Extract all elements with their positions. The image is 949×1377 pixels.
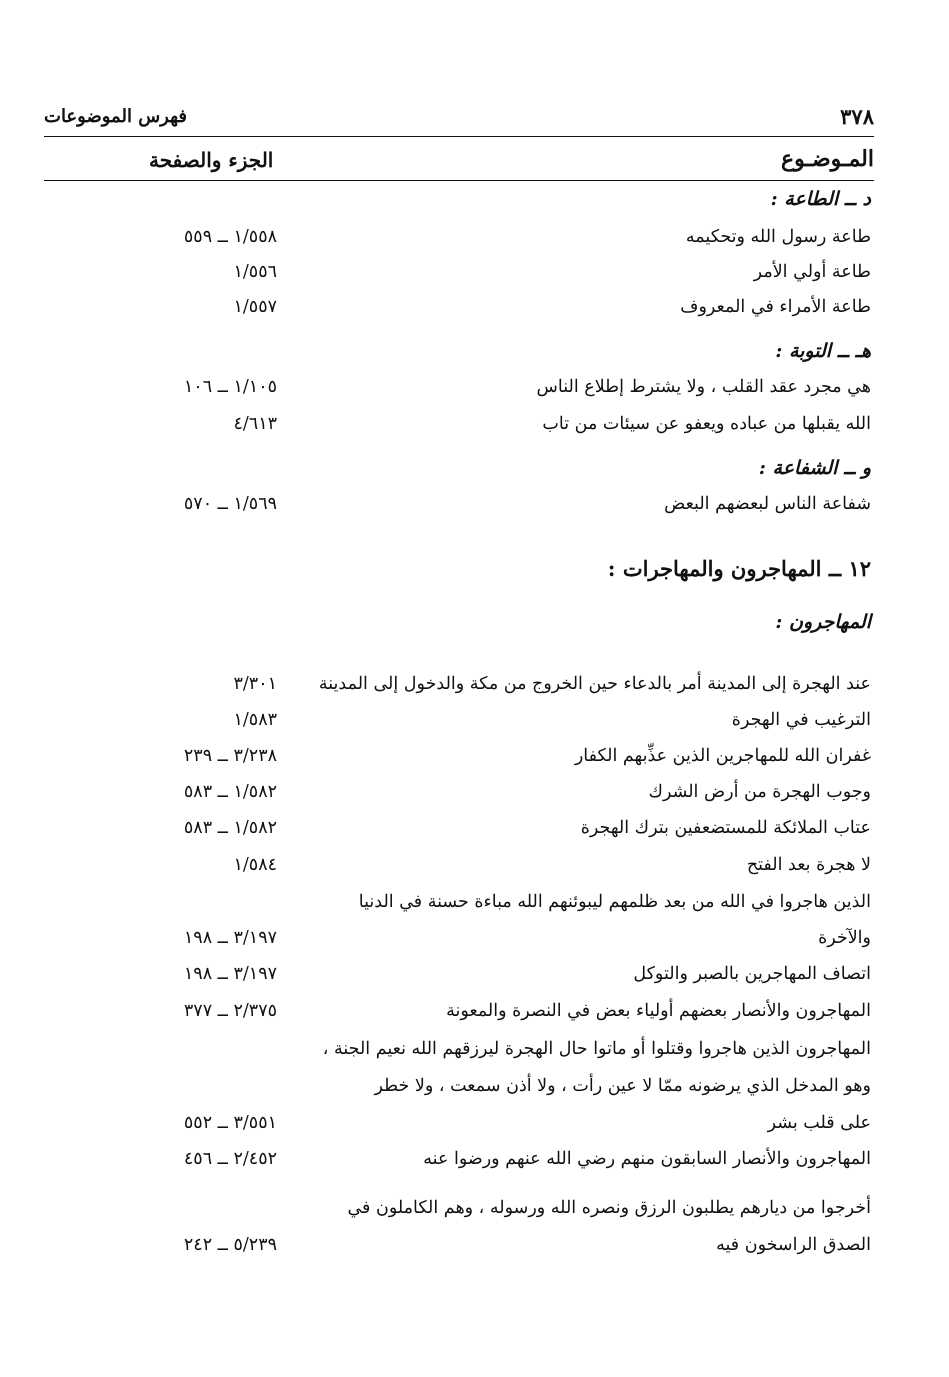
column-heading-rule <box>44 180 874 181</box>
entry-reference: ٢/٣٧٥ ــ ٣٧٧ <box>183 1001 277 1021</box>
entry-topic: أخرجوا من ديارهم يطلبون الرزق ونصره الله ورسوله ، وهم الكاملون في <box>347 1198 871 1218</box>
entry-reference: ١/٥٦٩ ــ ٥٧٠ <box>183 494 277 514</box>
entry-topic: شفاعة الناس لبعضهم البعض <box>664 494 871 514</box>
running-title: فهرس الموضوعات <box>44 106 188 127</box>
entry-topic: الذين هاجروا في الله من بعد ظلمهم ليبوئنهم الله مباءة حسنة في الدنيا <box>358 892 871 912</box>
column-heading-topic: المـوضـوع <box>781 146 874 172</box>
entry-reference: ١/٥٥٦ <box>233 262 277 282</box>
entry-topic: عتاب الملائكة للمستضعفين بترك الهجرة <box>580 818 871 838</box>
entry-topic: عند الهجرة إلى المدينة أمر بالدعاء حين الخروج من مكة والدخول إلى المدينة <box>318 674 871 694</box>
subsection-heading: د ــ الطاعة : <box>770 188 871 210</box>
section-heading: ١٢ ــ المهاجرون والمهاجرات : <box>607 556 871 581</box>
entry-topic: الصدق الراسخون فيه <box>716 1235 871 1255</box>
entry-topic: المهاجرون والأنصار السابقون منهم رضي الله عنهم ورضوا عنه <box>423 1149 871 1169</box>
entry-topic: المهاجرون الذين هاجروا وقتلوا أو ماتوا حال الهجرة ليرزقهم الله نعيم الجنة ، <box>322 1039 871 1059</box>
entry-reference: ٣/١٩٧ ــ ١٩٨ <box>183 964 277 984</box>
subsection-heading: و ــ الشفاعة : <box>758 457 871 479</box>
entry-topic: طاعة أولي الأمر <box>753 262 871 282</box>
entry-reference: ١/٥٥٨ ــ ٥٥٩ <box>183 227 277 247</box>
entry-reference: ٢/٤٥٢ ــ ٤٥٦ <box>183 1149 277 1169</box>
entry-topic: وجوب الهجرة من أرض الشرك <box>648 782 871 802</box>
entry-reference: ٤/٦١٣ <box>233 414 277 434</box>
subsection-heading: هـ ــ التوبة : <box>775 340 871 362</box>
running-header <box>44 104 874 136</box>
entry-reference: ٥/٢٣٩ ــ ٢٤٢ <box>183 1235 277 1255</box>
column-headings <box>44 146 874 180</box>
entry-reference: ١/٥٨٢ ــ ٥٨٣ <box>183 782 277 802</box>
entry-reference: ١/٥٨٣ <box>233 710 277 730</box>
entry-reference: ٣/١٩٧ ــ ١٩٨ <box>183 928 277 948</box>
entry-reference: ١/١٠٥ ــ ١٠٦ <box>183 377 277 397</box>
entry-topic: الله يقبلها من عباده ويعفو عن سيئات من تاب <box>542 414 871 434</box>
entry-topic: وهو المدخل الذي يرضونه ممّا لا عين رأت ، ولا أذن سمعت ، ولا خطر <box>374 1076 871 1096</box>
entry-topic: هي مجرد عقد القلب ، ولا يشترط إطلاع الناس <box>536 377 871 397</box>
entry-reference: ١/٥٨٢ ــ ٥٨٣ <box>183 818 277 838</box>
entry-topic: والآخرة <box>818 928 871 948</box>
entry-reference: ٣/٥٥١ ــ ٥٥٢ <box>183 1113 277 1133</box>
page-number: ٣٧٨ <box>840 104 874 129</box>
entry-reference: ٣/٢٣٨ ــ ٢٣٩ <box>183 746 277 766</box>
entry-reference: ٣/٣٠١ <box>233 674 277 694</box>
entry-topic: الترغيب في الهجرة <box>731 710 871 730</box>
entry-topic: المهاجرون والأنصار بعضهم أولياء بعض في النصرة والمعونة <box>446 1001 871 1021</box>
subsection-heading: المهاجرون : <box>775 611 871 633</box>
entry-topic: غفران الله للمهاجرين الذين عذِّبهم الكفار <box>574 746 871 766</box>
entry-topic: على قلب بشر <box>767 1113 871 1133</box>
entry-topic: اتصاف المهاجرين بالصبر والتوكل <box>633 964 871 984</box>
entry-topic: طاعة الأمراء في المعروف <box>680 297 871 317</box>
entry-reference: ١/٥٨٤ <box>233 855 277 875</box>
entry-topic: طاعة رسول الله وتحكيمه <box>685 227 871 247</box>
entry-reference: ١/٥٥٧ <box>233 297 277 317</box>
column-heading-volume-page: الجزء والصفحة <box>149 148 274 172</box>
header-rule <box>44 136 874 137</box>
entry-topic: لا هجرة بعد الفتح <box>746 855 871 875</box>
